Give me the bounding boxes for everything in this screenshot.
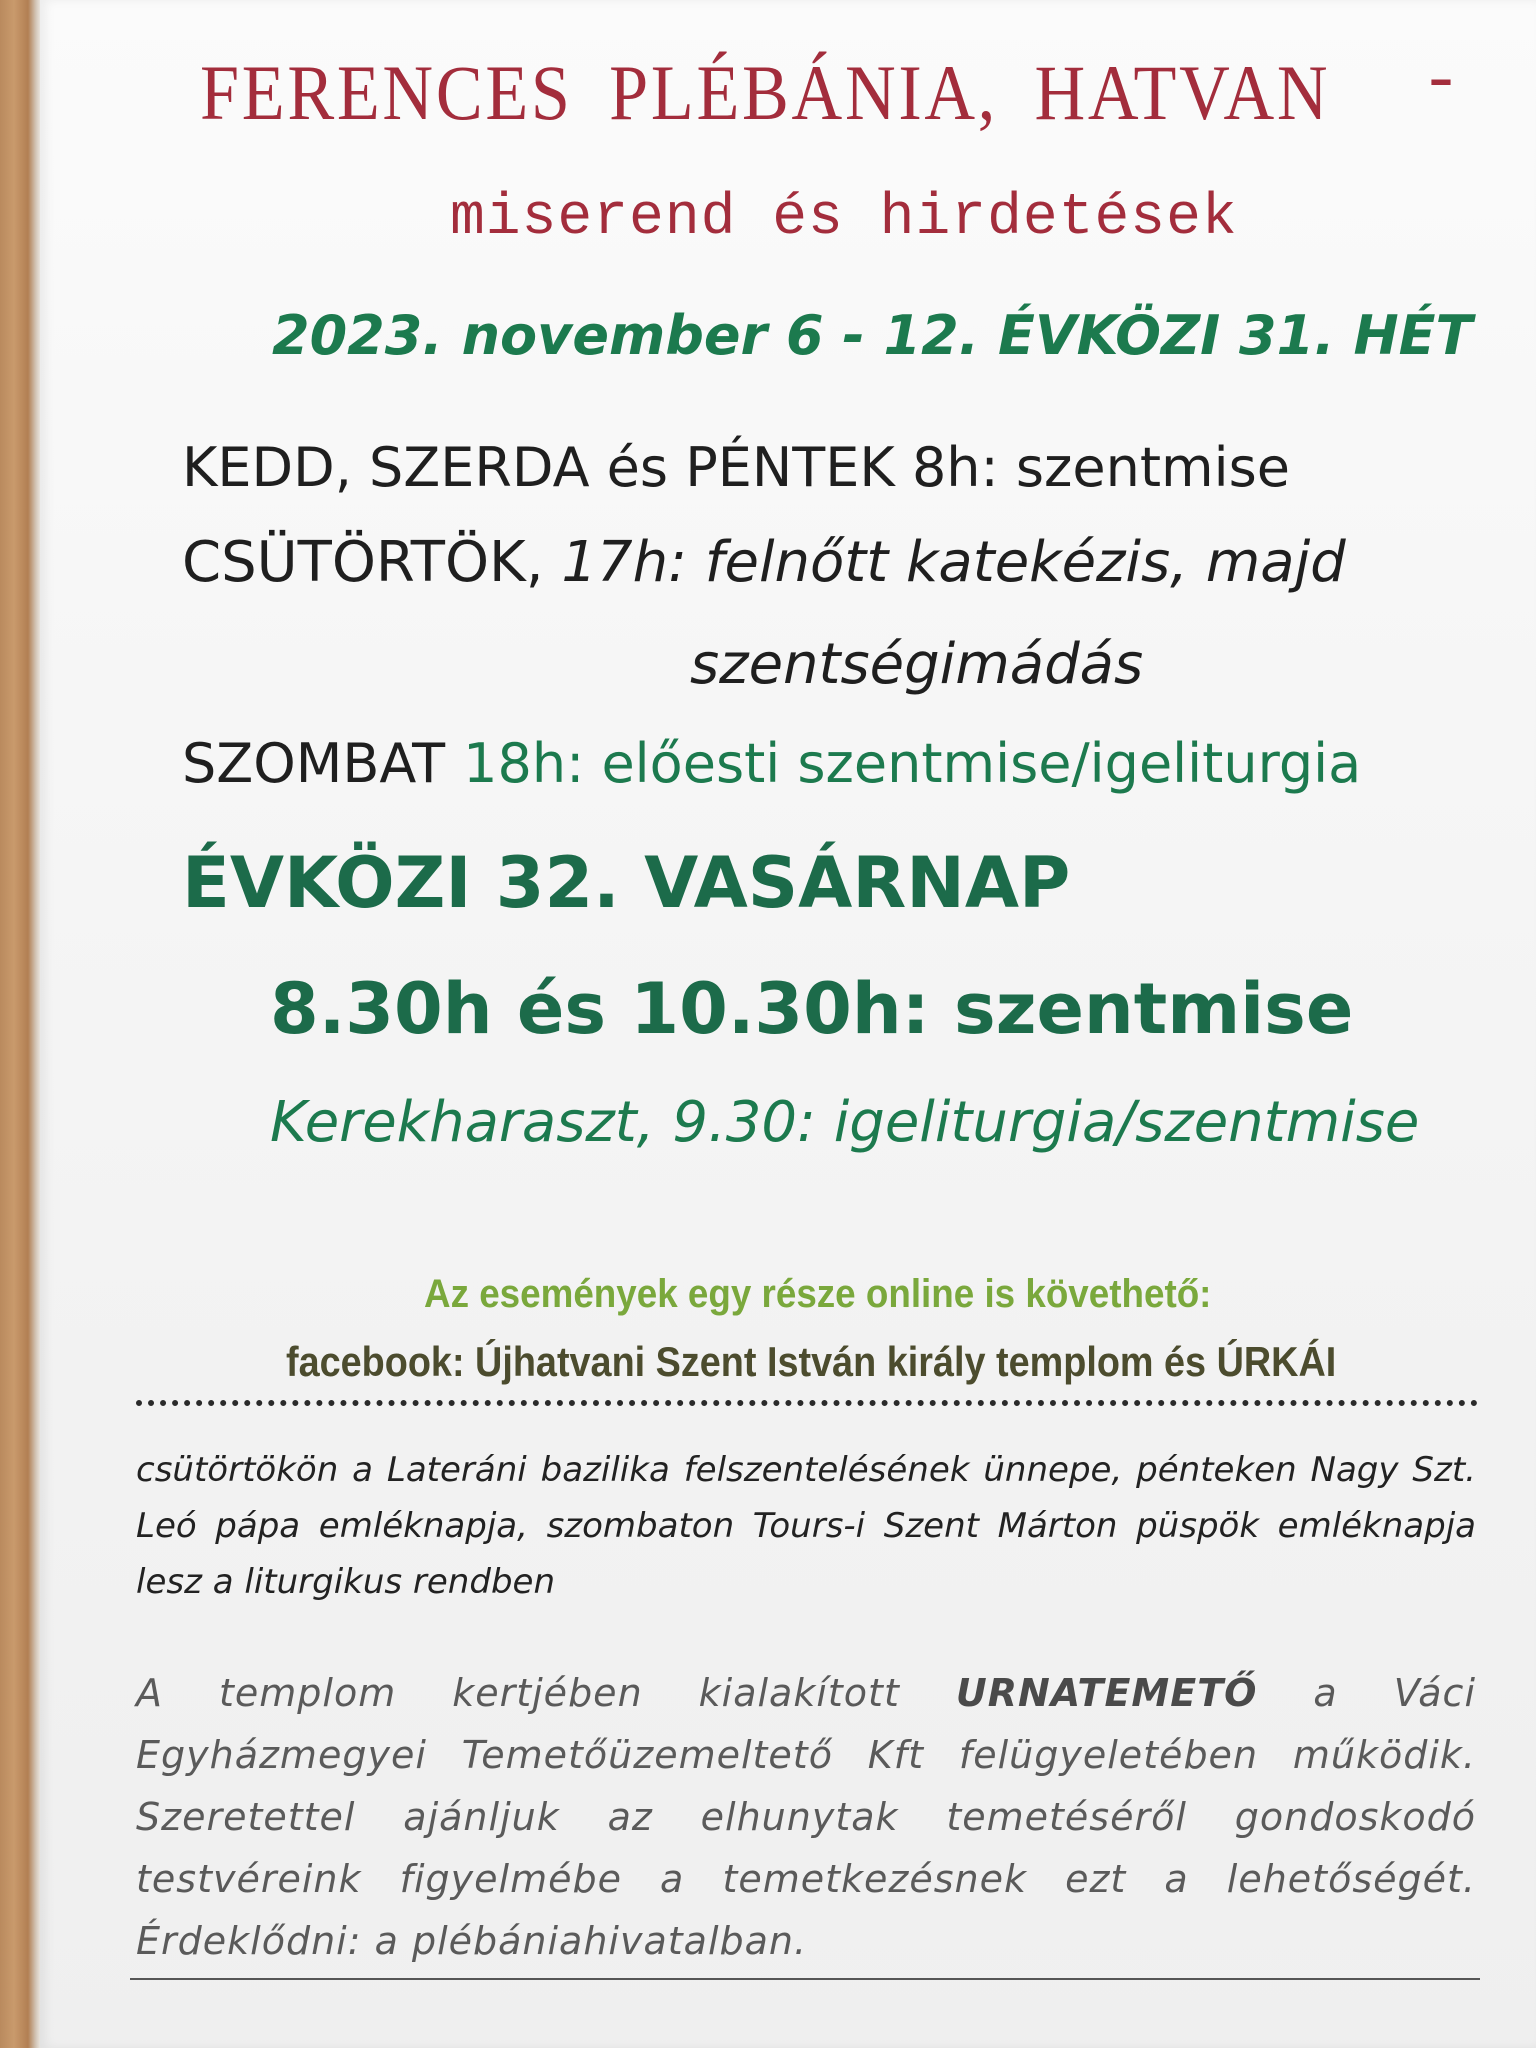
subtitle: miserend és hirdetések <box>450 186 1238 251</box>
sunday-title: ÉVKÖZI 32. VASÁRNAP <box>182 842 1071 924</box>
thursday-continuation: szentségimádás <box>690 632 1144 697</box>
facebook-notice: facebook: Újhatvani Szent István király templom és ÚRKÁI <box>286 1338 1337 1385</box>
liturgy-note: csütörtökön a Lateráni bazilika felszentelésének ünnepe, pénteken Nagy Szt. Leó pápa emléknapja, szombaton Tours-i Szent Márton püspök emléknapja lesz a liturgikus rendben <box>136 1450 1476 1602</box>
saturday-line <box>182 732 1361 795</box>
urn-cemetery-note <box>136 1662 1476 1972</box>
thursday-event: 17h: felnőtt katekézis, majd <box>561 530 1346 595</box>
thursday-day: CSÜTÖRTÖK, <box>182 530 562 595</box>
sunday-times: 8.30h és 10.30h: szentmise <box>270 968 1354 1050</box>
dotted-divider <box>136 1400 1478 1406</box>
thursday-line <box>182 530 1346 595</box>
urn-cemetery-label: URNATEMETŐ <box>955 1671 1258 1715</box>
title-dash: - <box>1420 44 1463 123</box>
parish-title: FERENCES PLÉBÁNIA, HATVAN <box>200 49 1331 136</box>
bottom-rule <box>130 1978 1480 1980</box>
kerekharaszt-line: Kerekharaszt, 9.30: igeliturgia/szentmise <box>270 1090 1420 1155</box>
urn-note-start: A templom kertjében kialakított <box>136 1671 956 1715</box>
saturday-event: 18h: előesti szentmise/igeliturgia <box>463 732 1362 795</box>
online-notice: Az események egy része online is követhető: <box>424 1272 1212 1316</box>
weekday-mass-line: KEDD, SZERDA és PÉNTEK 8h: szentmise <box>182 436 1290 499</box>
urn-note-end: a Váci Egyházmegyei Temetőüzemeltető Kft felügyeletében működik. Szeretettel ajánljuk az elhunytak temetéséről gondoskodó testvéreink figyelmébe a temetkezésnek ezt a lehetőségét. Érdeklődni: a plébániahivatalban. <box>136 1671 1476 1963</box>
week-heading: 2023. november 6 - 12. ÉVKÖZI 31. HÉT <box>272 304 1473 367</box>
saturday-day: SZOMBAT <box>182 732 446 795</box>
